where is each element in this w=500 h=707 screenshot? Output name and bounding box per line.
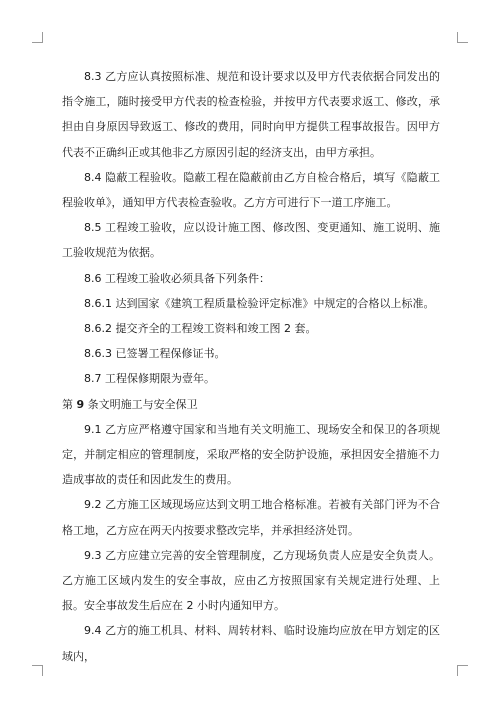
crop-mark-top-left — [32, 32, 43, 43]
document-body — [62, 64, 440, 669]
paragraph-8-5: 8.5 工程竣工验收，应以设计施工图、修改图、变更通知、施工说明、施工验收规范为依据。 — [62, 221, 440, 260]
paragraph-8-6-1: 8.6.1 达到国家《建筑工程质量检验评定标准》中规定的合格以上标准。 — [84, 296, 435, 310]
crop-mark-bottom-right — [457, 665, 468, 676]
paragraph-9-4: 9.4 乙方的施工机具、材料、周转材料、临时设施均应放在甲方划定的区域内， — [62, 624, 440, 663]
paragraph-8-6-2: 8.6.2 提交齐全的工程竣工资料和竣工图 2 套。 — [84, 322, 317, 336]
paragraph-8-7: 8.7 工程保修期限为壹年。 — [84, 372, 215, 386]
paragraph-8-6: 8.6 工程竣工验收必须具备下列条件： — [84, 271, 270, 285]
section-heading-prefix: 第 — [62, 397, 77, 411]
paragraph-9-1: 9.1 乙方应严格遵守国家和当地有关文明施工、现场安全和保卫的各项规定，并制定相应的管理制度，采取严格的安全防护设施，承担因安全措施不力造成事故的责任和因此发生的费用。 — [62, 422, 440, 487]
crop-mark-top-right — [457, 32, 468, 43]
paragraph-8-3: 8.3 乙方应认真按照标准、规范和设计要求以及甲方代表依据合同发出的指令施工，随时接受甲方代表的检查检验，并按甲方代表要求返工、修改，承担由自身原因导致返工、修改的费用，同时向甲方提供工程事故报告。因甲方代表不正确纠正或其他非乙方原因引起的经济支出，由甲方承担。 — [62, 70, 440, 159]
section-heading-number: 9 — [76, 397, 85, 411]
paragraph-8-4: 8.4 隐蔽工程验收。隐蔽工程在隐蔽前由乙方自检合格后，填写《隐蔽工程验收单》，通知甲方代表检查验收。乙方方可进行下一道工序施工。 — [62, 170, 440, 210]
paragraph-9-2: 9.2 乙方施工区域现场应达到文明工地合格标准。若被有关部门评为不合格工地，乙方应在两天内按要求整改完毕，并承担经济处罚。 — [62, 498, 440, 537]
section-heading-9 — [62, 392, 440, 417]
section-heading-title: 条文明施工与安全保卫 — [84, 397, 198, 411]
paragraph-9-3: 9.3 乙方应建立完善的安全管理制度，乙方现场负责人应是安全负责人。乙方施工区域内发生的安全事故，应由乙方按照国家有关规定进行处理、上报。安全事故发生后应在 2 小时内通知甲方。 — [62, 548, 440, 613]
paragraph-8-6-3: 8.6.3 已签署工程保修证书。 — [84, 347, 226, 361]
crop-mark-bottom-left — [32, 665, 43, 676]
